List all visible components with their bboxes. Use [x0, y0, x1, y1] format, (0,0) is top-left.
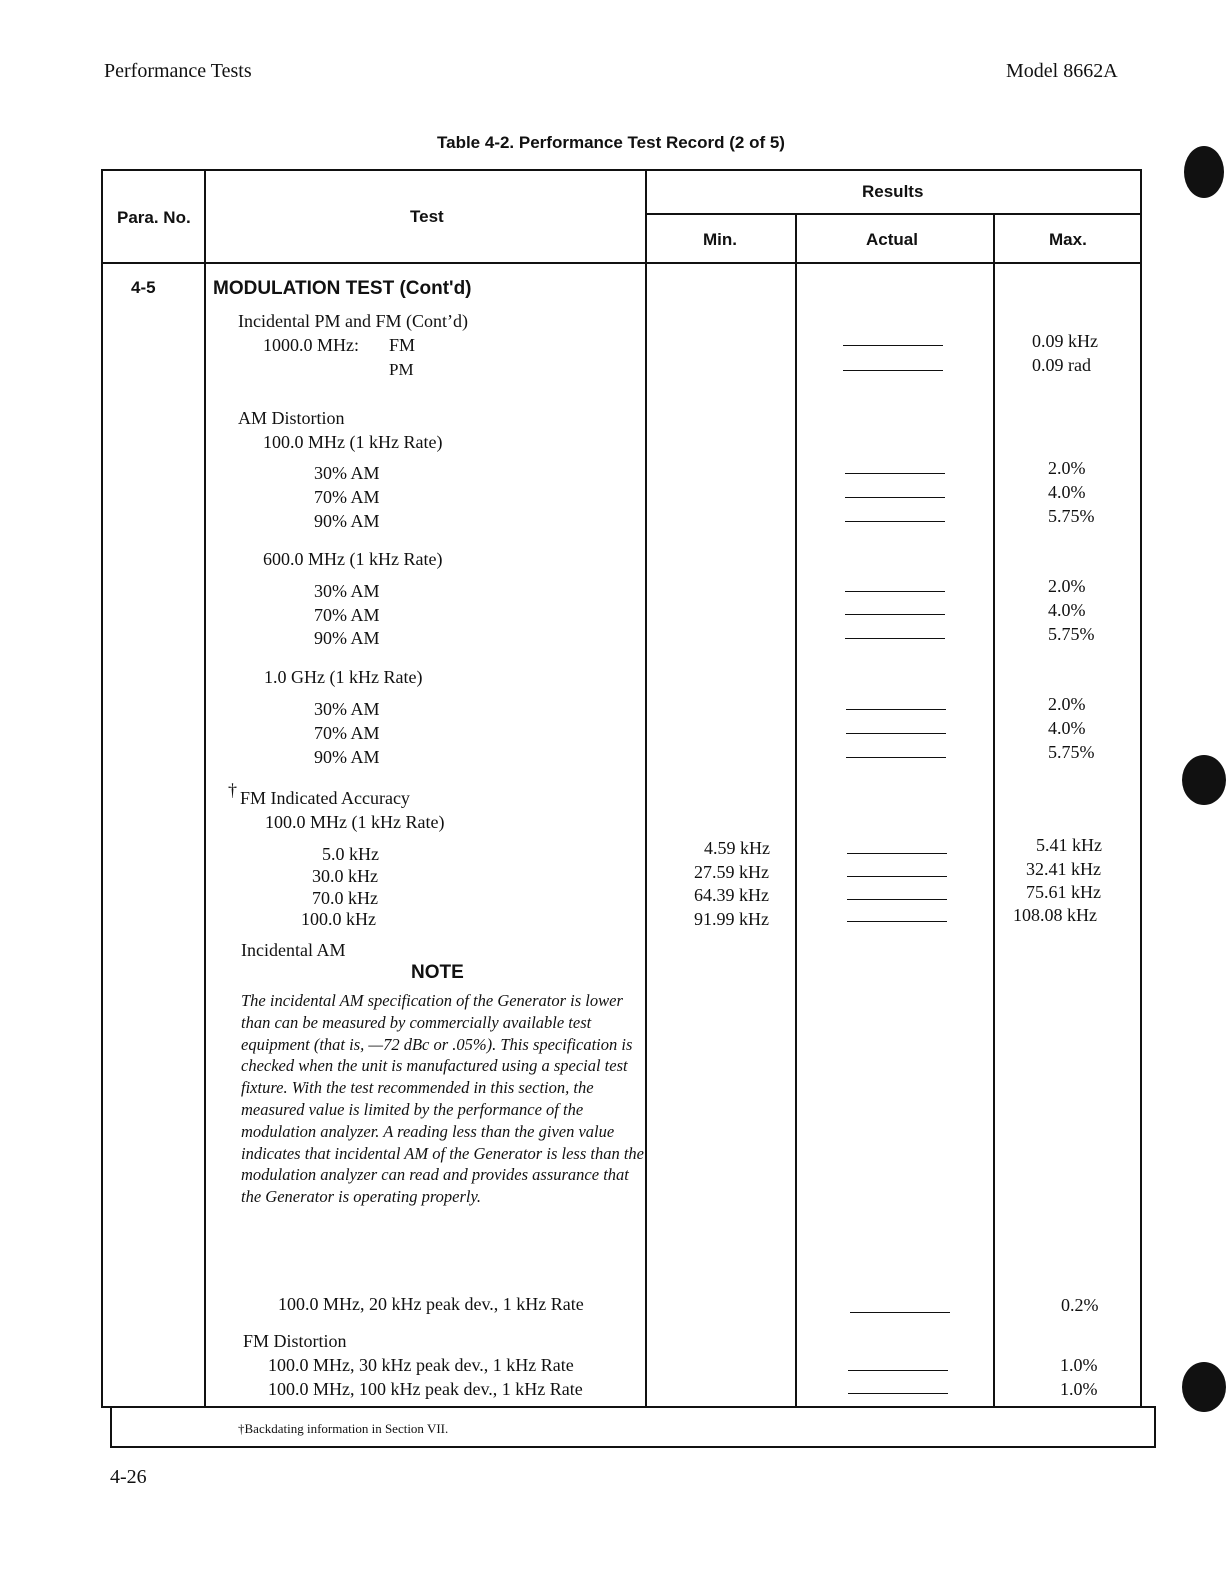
max-value: 5.75%	[1048, 624, 1095, 644]
am-group-freq: 100.0 MHz (1 kHz Rate)	[263, 432, 443, 452]
binder-hole-mark	[1184, 146, 1224, 198]
column-header-actual: Actual	[866, 230, 918, 249]
am-row-label: 90% AM	[314, 511, 380, 531]
fm-row-label: 5.0 kHz	[322, 844, 379, 864]
fm-accuracy-heading: FM Indicated Accuracy	[240, 788, 410, 808]
actual-blank[interactable]	[845, 473, 945, 474]
max-value: 1.0%	[1060, 1355, 1098, 1375]
binder-hole-mark	[1182, 755, 1226, 805]
actual-blank[interactable]	[845, 638, 945, 639]
max-value: 4.0%	[1048, 482, 1086, 502]
footnote: †Backdating information in Section VII.	[238, 1421, 449, 1436]
fm-row-label: 30.0 kHz	[312, 866, 378, 886]
max-value: 5.75%	[1048, 506, 1095, 526]
min-value: 91.99 kHz	[694, 909, 769, 929]
incidental-pm-fm-freq: 1000.0 MHz:	[263, 335, 359, 355]
max-value: 32.41 kHz	[1026, 859, 1101, 879]
running-header-right: Model 8662A	[1006, 60, 1118, 82]
max-value: 0.09 rad	[1032, 355, 1091, 375]
note-title: NOTE	[411, 962, 464, 983]
min-value: 27.59 kHz	[694, 862, 769, 882]
am-row-label: 30% AM	[314, 699, 380, 719]
note-body: The incidental AM specification of the Generator is lower than can be measured by commercially available test equipment (that is, —72 dBc or .05%). This specification is checked when the unit is manufactured using a special test fixture. With the test recommended in this section, the measured value is limited by the performance of the modulation analyzer. A reading less than the given value indicates that incidental AM of the Generator is less than the modulation analyzer can read and provides assurance that the Generator is operating properly.	[241, 991, 644, 1207]
incidental-fm-label: FM	[389, 335, 416, 355]
section-title: MODULATION TEST (Cont'd)	[213, 278, 472, 299]
am-row-label: 30% AM	[314, 581, 380, 601]
fm-row-label: 70.0 kHz	[312, 888, 378, 908]
max-value: 2.0%	[1048, 458, 1086, 478]
actual-blank[interactable]	[848, 1370, 948, 1371]
fm-accuracy-freq: 100.0 MHz (1 kHz Rate)	[265, 812, 445, 832]
max-value: 2.0%	[1048, 576, 1086, 596]
actual-blank[interactable]	[845, 614, 945, 615]
actual-blank[interactable]	[845, 521, 945, 522]
am-row-label: 90% AM	[314, 628, 380, 648]
actual-blank[interactable]	[846, 733, 946, 734]
max-value: 2.0%	[1048, 694, 1086, 714]
max-value: 5.75%	[1048, 742, 1095, 762]
min-value: 64.39 kHz	[694, 885, 769, 905]
am-group-freq: 1.0 GHz (1 kHz Rate)	[264, 667, 423, 687]
max-value: 0.09 kHz	[1032, 331, 1098, 351]
actual-blank[interactable]	[845, 497, 945, 498]
incidental-am-row-label: 100.0 MHz, 20 kHz peak dev., 1 kHz Rate	[278, 1294, 584, 1314]
am-group-freq: 600.0 MHz (1 kHz Rate)	[263, 549, 443, 569]
actual-blank[interactable]	[843, 345, 943, 346]
incidental-am-heading: Incidental AM	[241, 940, 346, 960]
actual-blank[interactable]	[850, 1312, 950, 1313]
column-header-test: Test	[410, 207, 444, 226]
column-header-para: Para. No.	[117, 208, 191, 227]
actual-blank[interactable]	[843, 370, 943, 371]
incidental-pm-label: PM	[389, 360, 414, 379]
actual-blank[interactable]	[847, 921, 947, 922]
max-value: 4.0%	[1048, 600, 1086, 620]
fm-distortion-row-label: 100.0 MHz, 30 kHz peak dev., 1 kHz Rate	[268, 1355, 574, 1375]
incidental-pm-fm-heading: Incidental PM and FM (Cont’d)	[238, 311, 468, 331]
column-header-min: Min.	[703, 230, 737, 249]
actual-blank[interactable]	[847, 853, 947, 854]
page-number: 4-26	[110, 1466, 147, 1488]
am-row-label: 70% AM	[314, 723, 380, 743]
dagger-mark: †	[228, 780, 237, 800]
actual-blank[interactable]	[848, 1393, 948, 1394]
am-distortion-heading: AM Distortion	[238, 408, 345, 428]
actual-blank[interactable]	[847, 899, 947, 900]
actual-blank[interactable]	[847, 876, 947, 877]
table-caption: Table 4-2. Performance Test Record (2 of 5)	[437, 133, 785, 152]
column-header-max: Max.	[1049, 230, 1087, 249]
am-row-label: 70% AM	[314, 605, 380, 625]
fm-distortion-row-label: 100.0 MHz, 100 kHz peak dev., 1 kHz Rate	[268, 1379, 583, 1399]
max-value: 1.0%	[1060, 1379, 1098, 1399]
actual-blank[interactable]	[846, 757, 946, 758]
max-value: 0.2%	[1061, 1295, 1099, 1315]
am-row-label: 30% AM	[314, 463, 380, 483]
actual-blank[interactable]	[845, 591, 945, 592]
max-value: 5.41 kHz	[1036, 835, 1102, 855]
binder-hole-mark	[1182, 1362, 1226, 1412]
column-header-results: Results	[862, 182, 924, 201]
am-row-label: 70% AM	[314, 487, 380, 507]
fm-distortion-heading: FM Distortion	[243, 1331, 347, 1351]
min-value: 4.59 kHz	[704, 838, 770, 858]
running-header-left: Performance Tests	[104, 60, 252, 82]
max-value: 75.61 kHz	[1026, 882, 1101, 902]
max-value: 4.0%	[1048, 718, 1086, 738]
para-number: 4-5	[131, 278, 156, 297]
max-value: 108.08 kHz	[1013, 905, 1097, 925]
fm-row-label: 100.0 kHz	[301, 909, 376, 929]
am-row-label: 90% AM	[314, 747, 380, 767]
actual-blank[interactable]	[846, 709, 946, 710]
